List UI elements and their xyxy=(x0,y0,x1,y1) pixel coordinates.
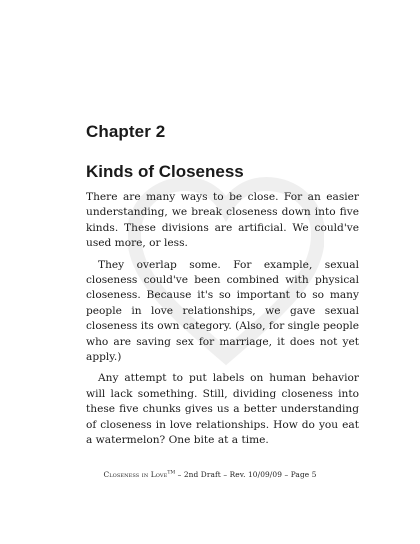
paragraph: They overlap some. For example, sexual closeness could've been combined with physical closeness. Because it's so important to so many people in love relationships, we gave sexual closeness its own category. (Also, for single people who are saving sex for marriage, it does not yet apply.) xyxy=(86,258,359,364)
footer-revision: – 2nd Draft – Rev. 10/09/09 – Page 5 xyxy=(175,470,317,479)
footer-trademark: TM xyxy=(167,470,176,476)
chapter-label: Chapter 2 xyxy=(86,122,166,141)
body-text xyxy=(86,190,359,455)
chapter-title: Kinds of Closeness xyxy=(86,162,244,181)
paragraph: There are many ways to be close. For an easier understanding, we break closeness down into five kinds. These divisions are artificial. We could've used more, or less. xyxy=(86,191,359,250)
footer-book-title: Closeness in Love xyxy=(103,470,168,479)
page-footer xyxy=(0,470,420,479)
paragraph: Any attempt to put labels on human behavior will lack something. Still, dividing closeness into these five chunks gives us a better understanding of closeness in love relationships. How do you eat a watermelon? One bite at a time. xyxy=(86,372,359,447)
